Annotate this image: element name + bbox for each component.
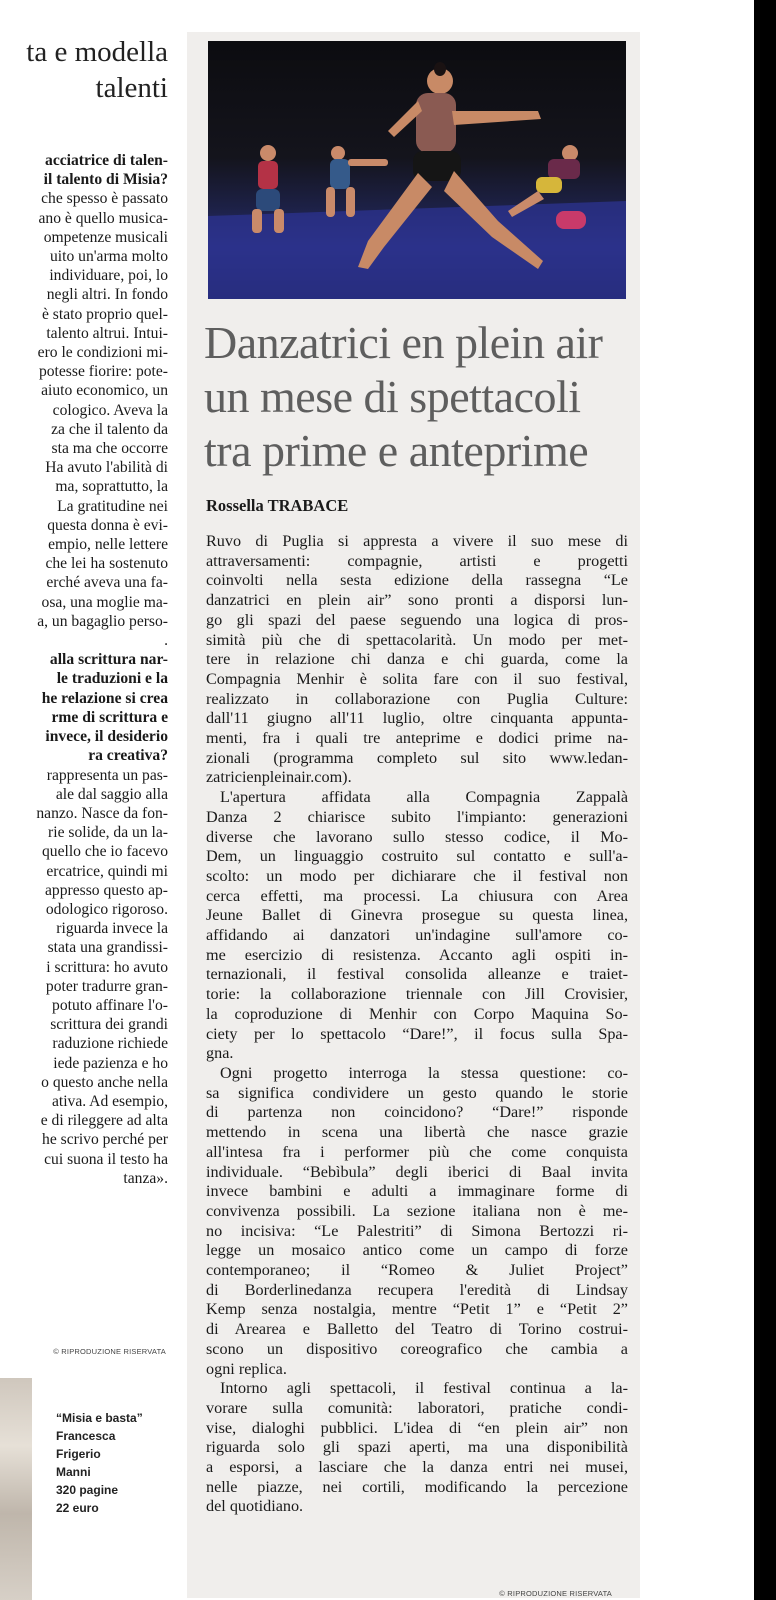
body-line: di Borderlinedanza recupera l'eredità di Lindsay: [206, 1280, 628, 1299]
body-line: no incisiva: “Le Palestriti” di Simona Bertozzi ri-: [206, 1221, 628, 1240]
book-info: [56, 1409, 143, 1517]
answer-line: quello che io facevo: [42, 843, 168, 861]
dance-photo: [208, 41, 626, 299]
answer-line: he scrivo perché per: [42, 1131, 168, 1149]
body-line: Kemp senza nostalgia, mentre “Petit 1” e “Petit 2”: [206, 1300, 628, 1319]
question-line: le traduzioni e la: [56, 670, 168, 688]
answer-line: riguarda invece la: [56, 920, 168, 938]
body-line: cerca effetti, ma processi. La chiusura con Area: [206, 886, 628, 905]
answer-line: o questo anche nella: [41, 1073, 168, 1091]
answer-line: a, un bagaglio perso-: [37, 612, 168, 630]
answer-line: .: [164, 632, 168, 650]
answer-line: odologico rigoroso.: [45, 900, 168, 918]
body-line: L'apertura affidata alla Compagnia Zappalà: [220, 788, 628, 807]
headline-line: Danzatrici en plein air: [204, 317, 603, 368]
book-price: 22 euro: [56, 1501, 99, 1515]
body-line: la coproduzione di Menhir con Corpo Maquina So-: [206, 1004, 628, 1023]
answer-line: potesse fiorire: pote-: [38, 363, 168, 381]
body-line: Compagnia Menhir è solita fare con il suo festival,: [206, 669, 628, 688]
body-line: invece bambini e adulti a immaginare forme di: [206, 1182, 628, 1201]
answer-line: osa, una moglie ma-: [41, 593, 168, 611]
left-title-line: ta e modella: [26, 36, 168, 68]
body-line: all'intesa fra i performer più che come conquista: [206, 1142, 628, 1161]
answer-line: è stato proprio quel-: [41, 305, 168, 323]
book-cover-image: [0, 1378, 32, 1600]
left-article-text: [0, 151, 168, 1188]
answer-line: cui suona il testo ha: [44, 1150, 168, 1168]
body-line: sa significa condividere un gesto quando le storie: [206, 1083, 628, 1102]
body-line: ciety per lo spettacolo “Dare!”, il focus sulla Spa-: [206, 1024, 628, 1043]
body-line: dall'11 giugno all'11 luglio, oltre cinquanta appunta-: [206, 709, 628, 728]
question-line: acciatrice di talen-: [45, 152, 168, 169]
answer-line: ano è quello musica-: [38, 209, 168, 227]
book-title: “Misia e basta”: [56, 1411, 143, 1425]
book-author-last: Frigerio: [56, 1447, 101, 1461]
body-line: vorare sulla comunità: laboratori, pratiche condi-: [206, 1398, 628, 1417]
book-author-first: Francesca: [56, 1429, 116, 1443]
answer-line: che lei ha sostenuto: [45, 555, 168, 573]
answer-line: i scrittura: ho avuto: [46, 958, 168, 976]
answer-line: ativa. Ad esempio,: [51, 1092, 168, 1110]
answer-line: questa donna è evi-: [47, 516, 168, 534]
body-line: di partenza non coincidono? “Dare!” risponde: [206, 1103, 628, 1122]
answer-line: za che il talento da: [51, 420, 168, 438]
answer-line: cologico. Aveva la: [52, 401, 168, 419]
answer-line: negli altri. In fondo: [46, 286, 168, 304]
page-edge: [754, 0, 776, 1600]
answer-line: La gratitudine nei: [57, 497, 168, 515]
answer-line: uito un'arma molto: [49, 248, 168, 266]
body-line: nelle piazze, nei cortili, modificando la percezione: [206, 1477, 628, 1496]
answer-line: empio, nelle lettere: [48, 536, 168, 554]
body-line: attraversamenti: compagnie, artisti e progetti: [206, 551, 628, 570]
answer-line: appresso questo ap-: [45, 881, 168, 899]
body-line: affidando ai danzatori un'indagine sull'amore co-: [206, 926, 628, 945]
article-rights-notice: © RIPRODUZIONE RISERVATA: [499, 1589, 612, 1598]
body-line: di Arearea e Balletto del Teatro di Torino costrui-: [206, 1320, 628, 1339]
article-byline: Rossella TRABACE: [206, 496, 349, 515]
article-body: [206, 532, 628, 1517]
answer-line: rappresenta un pas-: [46, 766, 168, 784]
body-line: torie: la collaborazione triennale con Jill Crovisier,: [206, 985, 628, 1004]
question-line: alla scrittura nar-: [49, 651, 168, 669]
answer-line: iede pazienza e ho: [53, 1054, 168, 1072]
body-line: Ruvo di Puglia si appresta a vivere il suo mese di: [206, 532, 628, 550]
answer-line: ercatrice, quindi mi: [46, 862, 168, 880]
book-publisher: Manni: [56, 1465, 91, 1479]
answer-line: scrittura dei grandi: [50, 1016, 168, 1034]
answer-line: raduzione richiede: [52, 1035, 168, 1053]
body-line: simità più che di spettacolarità. Un modo per met-: [206, 630, 628, 649]
answer-line: talento altrui. Intui-: [46, 324, 168, 342]
question-line: il talento di Misia?: [43, 171, 168, 189]
body-line: ternazionali, il festival consolida alleanze e traiet-: [206, 965, 628, 984]
body-line: go gli spazi del paese seguendo una logica di pros-: [206, 610, 628, 629]
body-line: Intorno agli spettacoli, il festival continua a la-: [220, 1379, 628, 1398]
question-line: invece, il desiderio: [45, 728, 168, 746]
body-line: ogni replica.: [206, 1359, 287, 1378]
answer-line: ale dal saggio alla: [55, 785, 168, 803]
answer-line: nanzo. Nasce da fon-: [36, 804, 168, 822]
body-line: realizzato in collaborazione con Puglia Culture:: [206, 689, 628, 708]
left-column: [0, 0, 172, 1600]
article-headline: [204, 316, 634, 478]
answer-line: erché aveva una fa-: [46, 574, 168, 592]
body-line: legge un mosaico antico come un campo di forze: [206, 1241, 628, 1260]
headline-line: tra prime e anteprime: [204, 425, 589, 476]
body-line: Jeune Ballet di Ginevra prosegue su questa linea,: [206, 906, 628, 925]
body-line: menti, fra i quali tre anteprime e dodici prime na-: [206, 729, 628, 748]
left-title-line: talenti: [95, 72, 168, 104]
body-line: convivenza possibili. La sezione italiana non è me-: [206, 1201, 628, 1220]
body-line: zatricienpleinair.com).: [206, 768, 352, 787]
answer-line: aiuto economico, un: [41, 382, 168, 400]
body-line: contemporaneo; il “Romeo & Juliet Project”: [206, 1261, 628, 1280]
left-rights-notice: © RIPRODUZIONE RISERVATA: [53, 1347, 166, 1356]
answer-line: tanza».: [123, 1169, 168, 1187]
answer-line: Ha avuto l'abilità di: [45, 459, 168, 477]
body-line: del quotidiano.: [206, 1497, 304, 1516]
body-line: tere in relazione chi danza e chi guarda, come la: [206, 650, 628, 669]
body-line: mettendo in scena una libertà che nasce grazie: [206, 1123, 628, 1142]
body-line: coinvolti nella sesta edizione della rassegna “Le: [206, 571, 628, 590]
body-line: riguarda solo gli spazi aperti, ma una disponibilità: [206, 1438, 628, 1457]
book-pages: 320 pagine: [56, 1483, 119, 1497]
answer-line: rie solide, da un la-: [48, 824, 168, 842]
body-line: danzatrici en plein air” sono pronti a disporsi lun-: [206, 591, 628, 610]
answer-line: poter tradurre gran-: [45, 977, 168, 995]
body-line: gna.: [206, 1044, 234, 1063]
body-line: me esercizio di resistenza. Accanto agli ospiti in-: [206, 945, 628, 964]
body-line: Dem, un linguaggio costruito sul contatto e sull'a-: [206, 847, 628, 866]
left-article-title: [0, 34, 168, 106]
body-line: diverse che lavorano sullo stesso codice, il Mo-: [206, 827, 628, 846]
answer-line: ero le condizioni mi-: [37, 344, 168, 362]
body-line: zionali (programma completo sul sito www.ledan-: [206, 748, 628, 767]
body-line: Ogni progetto interroga la stessa questione: co-: [220, 1063, 628, 1082]
body-line: individuale. “Bebìbula” degli iberici di Baal invita: [206, 1162, 628, 1181]
answer-line: e di rileggere ad alta: [40, 1112, 168, 1130]
question-line: ra creativa?: [88, 747, 168, 765]
question-line: he relazione si crea: [41, 689, 168, 707]
question-line: rme di scrittura e: [51, 708, 168, 726]
body-line: scolto: un modo per dichiarare che il festival non: [206, 866, 628, 885]
headline-line: un mese di spettacoli: [204, 371, 581, 422]
answer-line: stata una grandissi-: [47, 939, 168, 957]
answer-line: che spesso è passato: [41, 190, 168, 208]
answer-line: potuto affinare l'o-: [52, 996, 168, 1014]
body-line: vise, dialoghi pubblici. L'idea di “en plein air” non: [206, 1418, 628, 1437]
dancers-illustration: [208, 41, 626, 299]
answer-line: sta ma che occorre: [51, 440, 168, 458]
body-line: scono un dispositivo coreografico che cambia a: [206, 1339, 628, 1358]
body-line: Danza 2 chiarisce subito l'impianto: generazioni: [206, 807, 628, 826]
answer-line: ompetenze musicali: [43, 228, 168, 246]
answer-line: individuare, poi, lo: [49, 267, 168, 285]
body-line: a esporsi, a lasciare che la danza entri nei musei,: [206, 1458, 628, 1477]
answer-line: ma, soprattutto, la: [55, 478, 168, 496]
